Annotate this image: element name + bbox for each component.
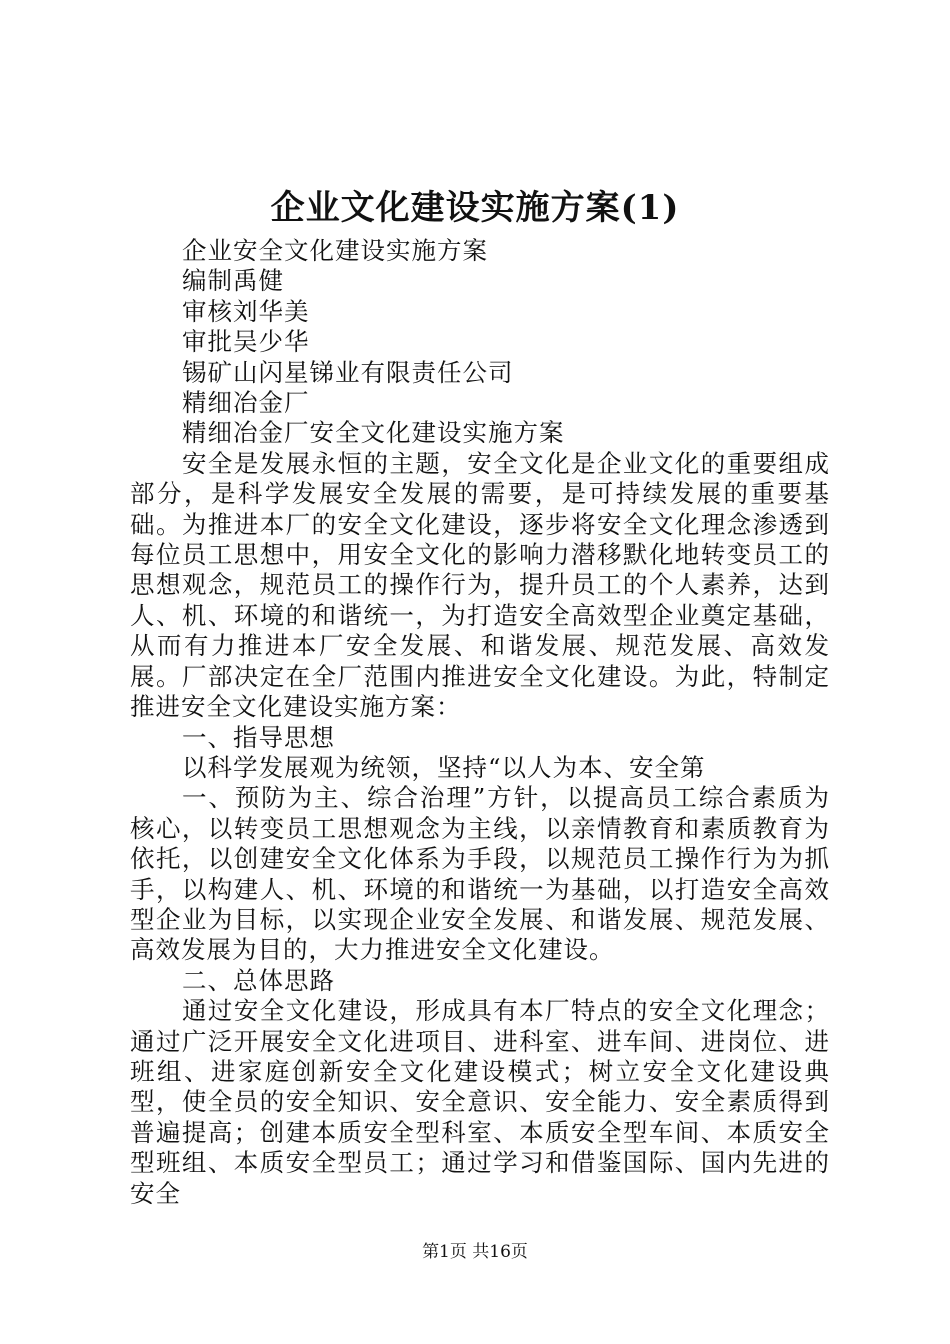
header-line: 精细冶金厂安全文化建设实施方案 bbox=[182, 418, 565, 448]
body-paragraph: 一、预防为主、综合治理”方针，以提高员工综合素质为核心，以转变员工思想观念为主线，以亲情教育和素质教育为依托，以创建安全文化体系为手段，以规范员工操作行为为抓手，以构建人、机、环境的和谐统一为基础，以打造安全高效型企业为目标，以实现企业安全发展、和谐发展、规范发展、高效发展为目的，大力推进安全文化建设。 bbox=[130, 783, 830, 965]
body-paragraph: 通过安全文化建设，形成具有本厂特点的安全文化理念；通过广泛开展安全文化进项目、进科室、进车间、进岗位、进班组、进家庭创新安全文化建设模式；树立安全文化建设典型，使全员的安全知识、安全意识、安全能力、安全素质得到普遍提高；创建本质安全型科室、本质安全型车间、本质安全型班组、本质安全型员工；通过学习和借鉴国际、国内先进的安全 bbox=[130, 996, 830, 1208]
body-paragraph: 以科学发展观为统领，坚持“以人为本、安全第 bbox=[182, 752, 706, 782]
header-line: 锡矿山闪星锑业有限责任公司 bbox=[182, 357, 514, 387]
body-paragraph: 安全是发展永恒的主题，安全文化是企业文化的重要组成部分，是科学发展安全发展的需要，是可持续发展的重要基础。为推进本厂的安全文化建设，逐步将安全文化理念渗透到每位员工思想中，用安全文化的影响力潜移默化地转变员工的思想观念，规范员工的操作行为，提升员工的个人素养，达到人、机、环境的和谐统一，为打造安全高效型企业奠定基础，从而有力推进本厂安全发展、和谐发展、规范发展、高效发展。厂部决定在全厂范围内推进安全文化建设。为此，特制定推进安全文化建设实施方案： bbox=[130, 448, 830, 722]
document-title: 企业文化建设实施方案(1) bbox=[270, 188, 680, 228]
section-heading: 一、指导思想 bbox=[182, 722, 335, 752]
header-line: 企业安全文化建设实施方案 bbox=[182, 236, 488, 265]
header-line: 审批吴少华 bbox=[182, 327, 310, 357]
document-body bbox=[130, 236, 830, 1209]
header-line: 编制禹健 bbox=[182, 266, 284, 296]
header-line: 审核刘华美 bbox=[182, 296, 310, 326]
section-heading: 二、总体思路 bbox=[182, 965, 335, 995]
page-number: 第1页 共16页 bbox=[422, 1242, 528, 1262]
header-line: 精细冶金厂 bbox=[182, 388, 310, 418]
